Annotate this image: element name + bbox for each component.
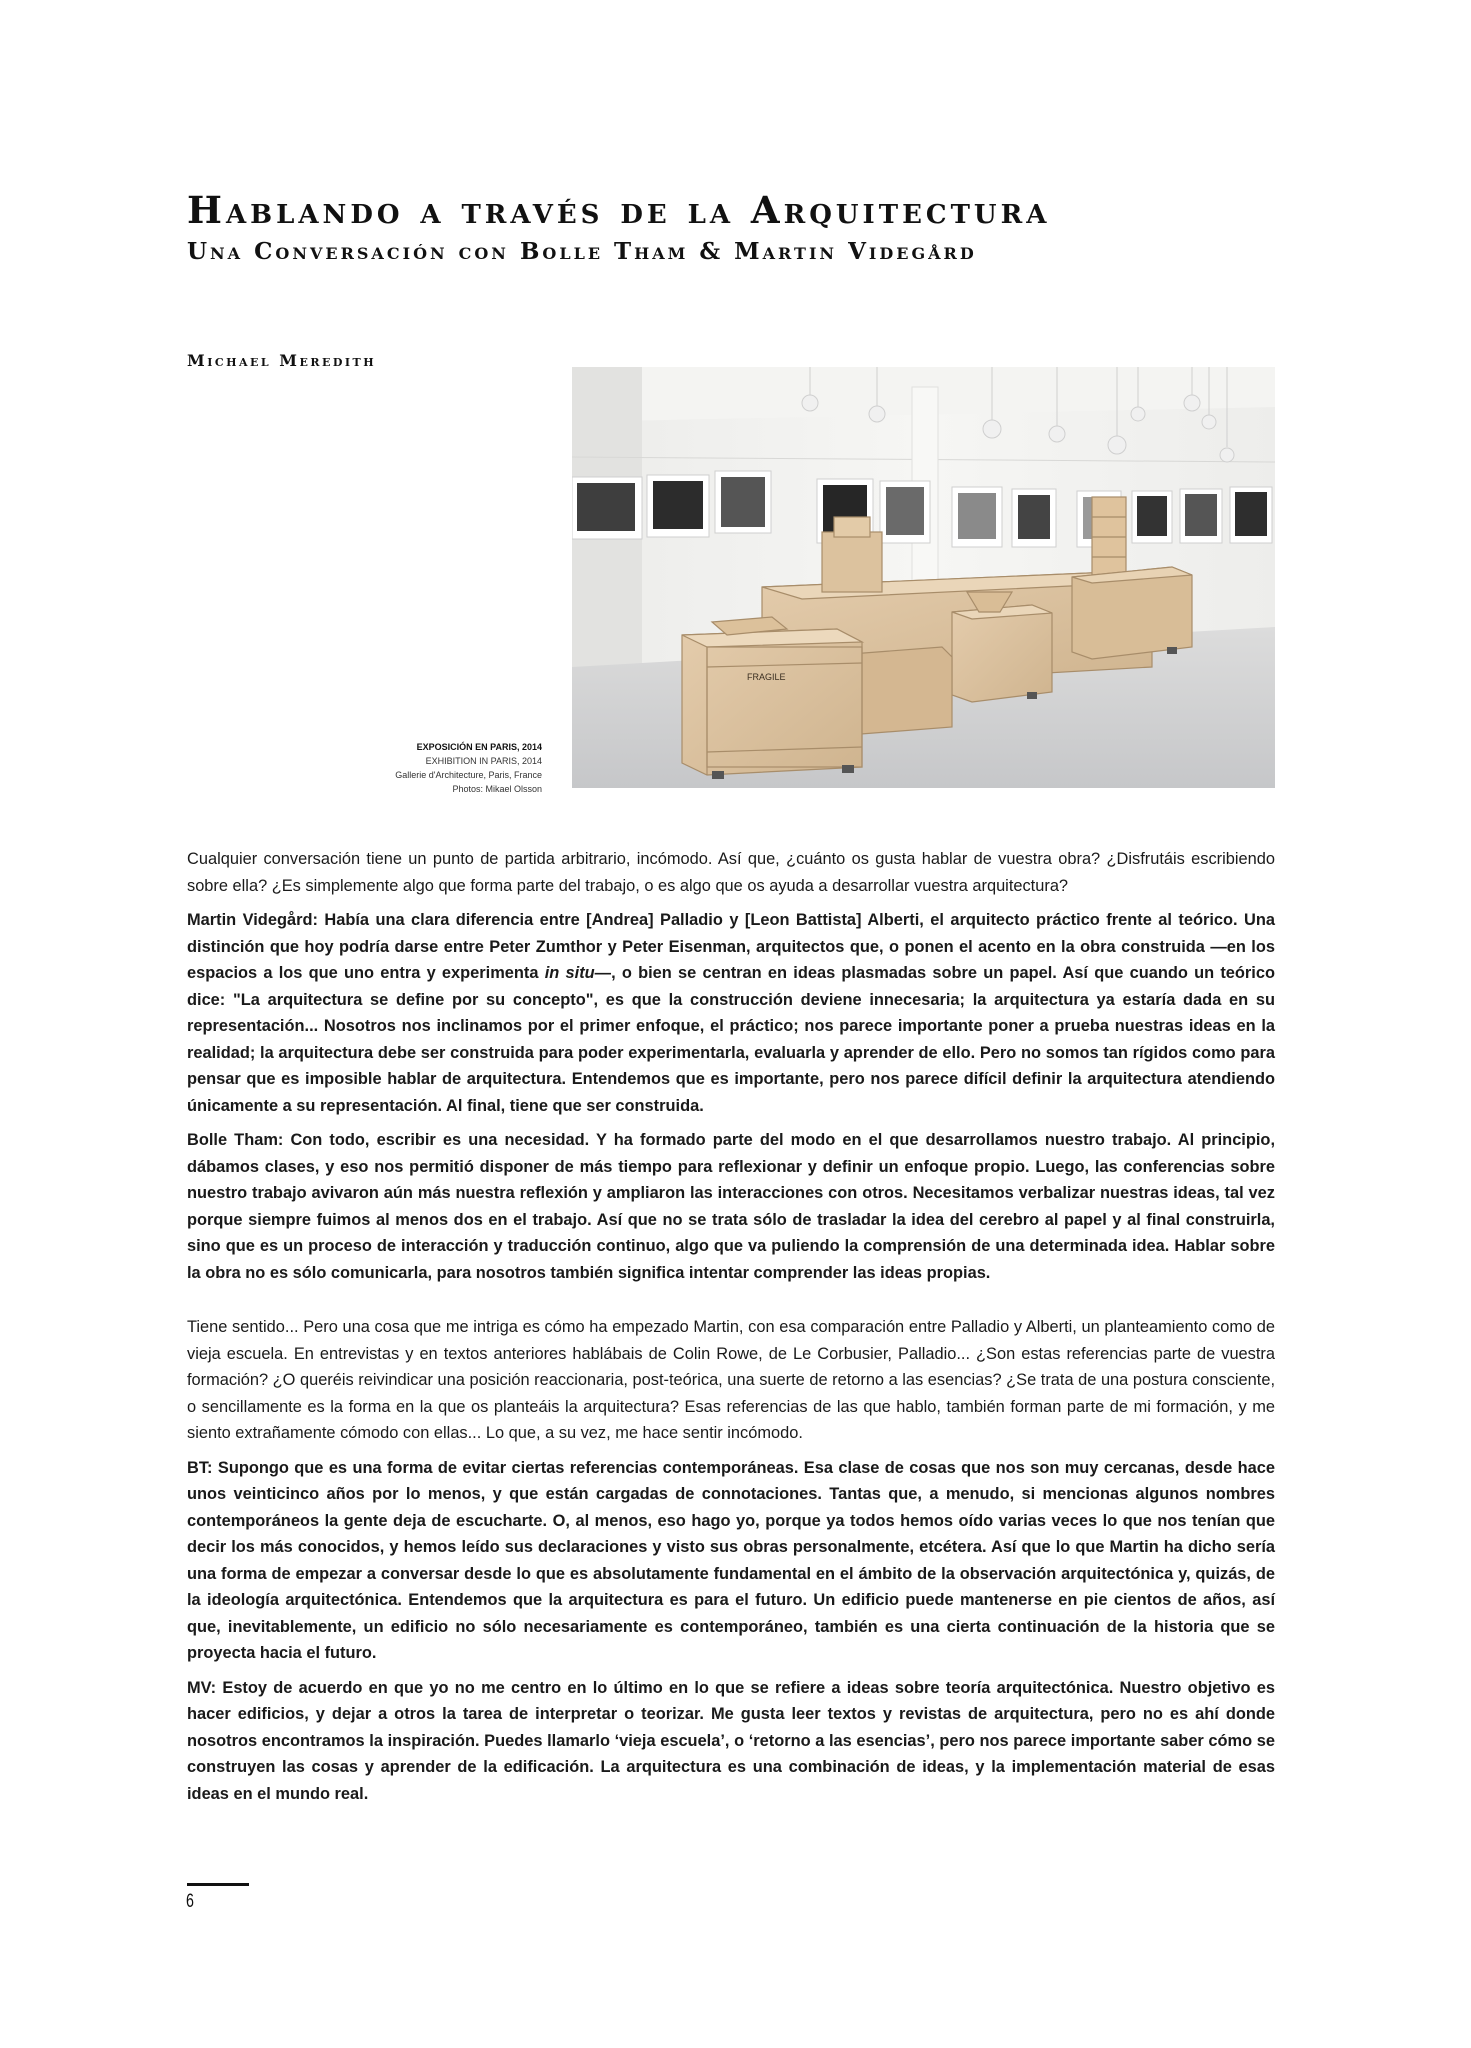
article-title: Hablando a través de la Arquitectura	[187, 188, 1051, 232]
exhibition-photo	[572, 367, 1275, 788]
article-author: Michael Meredith	[187, 351, 377, 370]
question-paragraph: Cualquier conversación tiene un punto de partida arbitrario, incómodo. Así que, ¿cuánto os gusta hablar de vuestra obra? ¿Disfrutáis escribiendo sobre ella? ¿Es simplemente algo que forma parte del trabajo, o es algo que os ayuda a desarrollar vuestra arquitectura?	[187, 850, 1275, 895]
caption-line: Gallerie d'Architecture, Paris, France	[395, 770, 542, 780]
caption-line: Photos: Mikael Olsson	[452, 784, 542, 794]
caption-line: EXHIBITION IN PARIS, 2014	[425, 756, 542, 766]
article-subtitle: Una Conversación con Bolle Tham & Martin Videgård	[187, 238, 977, 265]
answer-paragraph	[187, 907, 1275, 1119]
page-number: 6	[186, 1891, 194, 1912]
caption-line: EXPOSICIÓN EN PARIS, 2014	[416, 742, 542, 752]
crate-label: FRAGILE	[747, 672, 786, 682]
figure-caption	[330, 740, 542, 796]
answer-text: —, o bien se centran en ideas plasmadas sobre un papel. Así que cuando un teórico dice: "La arquitectura se define por su concepto", es que la construcción deviene innecesaria; la arquitectura ya estaría dada en su representación... Nosotros nos inclinamos por el primer enfoque, el práctico; nos parece importante poner a prueba nuestras ideas en la realidad; la arquitectura debe ser construida para poder experimentarla, evaluarla y aprender de ello. Pero no somos tan rígidos como para pensar que es imposible hablar de arquitectura. Entendemos que es importante, pero nos parece difícil definir la arquitectura atendiendo únicamente a su representación. Al final, tiene que ser construida.	[187, 964, 1275, 1115]
answer-paragraph: Bolle Tham: Con todo, escribir es una necesidad. Y ha formado parte del modo en el que desarrollamos nuestro trabajo. Al principio, dábamos clases, y eso nos permitió disponer de más tiempo para reflexionar y definir un enfoque propio. Luego, las conferencias sobre nuestro trabajo avivaron aún más nuestra reflexión y ampliaron las interacciones con otros. Necesitamos verbalizar nuestras ideas, tal vez porque siempre fuimos al menos dos en el trabajo. Así que no se trata sólo de trasladar la idea del cerebro al papel y al final construirla, sino que es un proceso de interacción y traducción continuo, algo que va puliendo la comprensión de una determinada idea. Hablar sobre la obra no es sólo comunicarla, para nosotros también significa intentar comprender las ideas propias.	[187, 1131, 1275, 1282]
footer-rule	[187, 1883, 249, 1886]
article-body	[187, 846, 1275, 1815]
answer-text: Martin Videgård: Había una clara diferencia entre [Andrea] Palladio y [Leon Battista] Alberti, el arquitecto práctico frente al teórico. Una distinción que hoy podría darse entre Peter Zumthor y Peter Eisenman, arquitectos que, o ponen el acento en la obra construida —en los espacios a los que uno entra y experimenta	[187, 911, 1275, 982]
answer-paragraph: MV: Estoy de acuerdo en que yo no me centro en lo último en lo que se refiere a ideas sobre teoría arquitectónica. Nuestro objetivo es hacer edificios, y dejar a otros la tarea de interpretar o teorizar. Me gusta leer textos y revistas de arquitectura, pero no es ahí donde nosotros encontramos la inspiración. Puedes llamarlo ‘vieja escuela’, o ‘retorno a las esencias’, pero nos parece importante saber cómo se construyen las cosas y aprender de la edificación. La arquitectura es una combinación de ideas, y la implementación material de esas ideas en el mundo real.	[187, 1678, 1275, 1803]
answer-paragraph: BT: Supongo que es una forma de evitar ciertas referencias contemporáneas. Esa clase de cosas que nos son muy cercanas, desde hace unos veinticinco años por lo menos, y que están cargadas de connotaciones. Tantas que, a menudo, si mencionas algunos nombres contemporáneos la gente deja de escucharte. O, al menos, eso hago yo, porque ya todos hemos oído varias veces lo que nos tenían que decir los más conocidos, y hemos leído sus declaraciones y visto sus obras personalmente, etcétera. Así que lo que Martin ha dicho sería una forma de empezar a conversar desde lo que es absolutamente fundamental en el ámbito de la observación arquitectónica y, quizás, de la ideología arquitectónica. Entendemos que la arquitectura es para el futuro. Un edificio puede mantenerse en pie cientos de años, así que, inevitablemente, un edificio no sólo necesariamente es contemporáneo, también es una cierta continuación de la historia que se proyecta hacia el futuro.	[187, 1458, 1275, 1662]
italic-term: in situ	[544, 964, 595, 982]
question-paragraph: Tiene sentido... Pero una cosa que me intriga es cómo ha empezado Martin, con esa comparación entre Palladio y Alberti, un planteamiento como de vieja escuela. En entrevistas y en textos anteriores hablábais de Colin Rowe, de Le Corbusier, Palladio... ¿Son estas referencias parte de vuestra formación? ¿O queréis reivindicar una posición reaccionaria, post-teórica, una suerte de retorno a las esencias? ¿Se trata de una postura consciente, o sencillamente es la forma en la que os planteáis la arquitectura? Esas referencias de las que hablo, también forman parte de mi formación, y me siento extrañamente cómodo con ellas... Lo que, a su vez, me hace sentir incómodo.	[187, 1318, 1275, 1442]
